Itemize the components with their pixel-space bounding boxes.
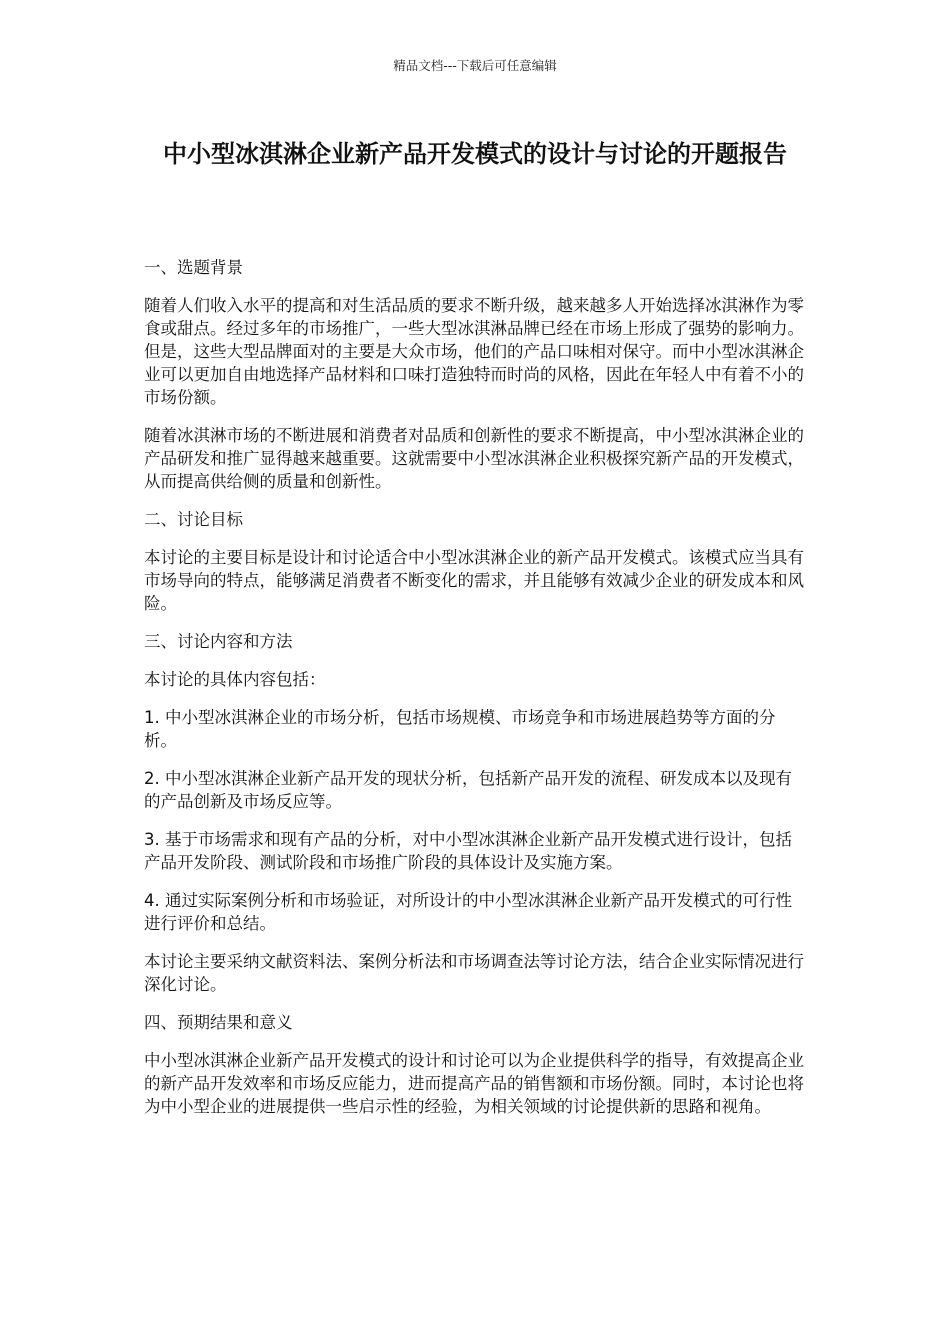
paragraph: 随着冰淇淋市场的不断进展和消费者对品质和创新性的要求不断提高，中小型冰淇淋企业的产品研发和推广显得越来越重要。这就需要中小型冰淇淋企业积极探究新产品的开发模式，从而提高供给侧的质量和创新性。 (144, 426, 804, 491)
section-heading-content: 三、讨论内容和方法 (144, 632, 293, 651)
list-item: 1. 中小型冰淇淋企业的市场分析，包括市场规模、市场竞争和市场进展趋势等方面的分析。 (144, 708, 776, 750)
list-item: 4. 通过实际案例分析和市场验证，对所设计的中小型冰淇淋企业新产品开发模式的可行性进行评价和总结。 (144, 891, 792, 933)
paragraph: 本讨论主要采纳文献资料法、案例分析法和市场调查法等讨论方法，结合企业实际情况进行深化讨论。 (144, 952, 804, 994)
header-note: 精品文档---下载后可任意编辑 (393, 58, 557, 73)
section-heading-background: 一、选题背景 (144, 258, 243, 277)
section-heading-goals: 二、讨论目标 (144, 510, 243, 529)
list-item: 3. 基于市场需求和现有产品的分析，对中小型冰淇淋企业新产品开发模式进行设计，包括产品开发阶段、测试阶段和市场推广阶段的具体设计及实施方案。 (144, 830, 792, 872)
section-heading-results: 四、预期结果和意义 (144, 1013, 293, 1032)
paragraph: 随着人们收入水平的提高和对生活品质的要求不断升级，越来越多人开始选择冰淇淋作为零食或甜点。经过多年的市场推广，一些大型冰淇淋品牌已经在市场上形成了强势的影响力。但是，这些大型品牌面对的主要是大众市场，他们的产品口味相对保守。而中小型冰淇淋企业可以更加自由地选择产品材料和口味打造独特而时尚的风格，因此在年轻人中有着不小的市场份额。 (144, 296, 804, 407)
paragraph: 本讨论的具体内容包括： (144, 670, 326, 689)
paragraph: 本讨论的主要目标是设计和讨论适合中小型冰淇淋企业的新产品开发模式。该模式应当具有市场导向的特点，能够满足消费者不断变化的需求，并且能够有效减少企业的研发成本和风险。 (144, 548, 804, 613)
document-body (144, 256, 806, 1133)
document-title: 中小型冰淇淋企业新产品开发模式的设计与讨论的开题报告 (163, 140, 787, 168)
paragraph: 中小型冰淇淋企业新产品开发模式的设计和讨论可以为企业提供科学的指导，有效提高企业的新产品开发效率和市场反应能力，进而提高产品的销售额和市场份额。同时，本讨论也将为中小型企业的进展提供一些启示性的经验，为相关领域的讨论提供新的思路和视角。 (144, 1051, 804, 1116)
list-item: 2. 中小型冰淇淋企业新产品开发的现状分析，包括新产品开发的流程、研发成本以及现有的产品创新及市场反应等。 (144, 769, 792, 811)
